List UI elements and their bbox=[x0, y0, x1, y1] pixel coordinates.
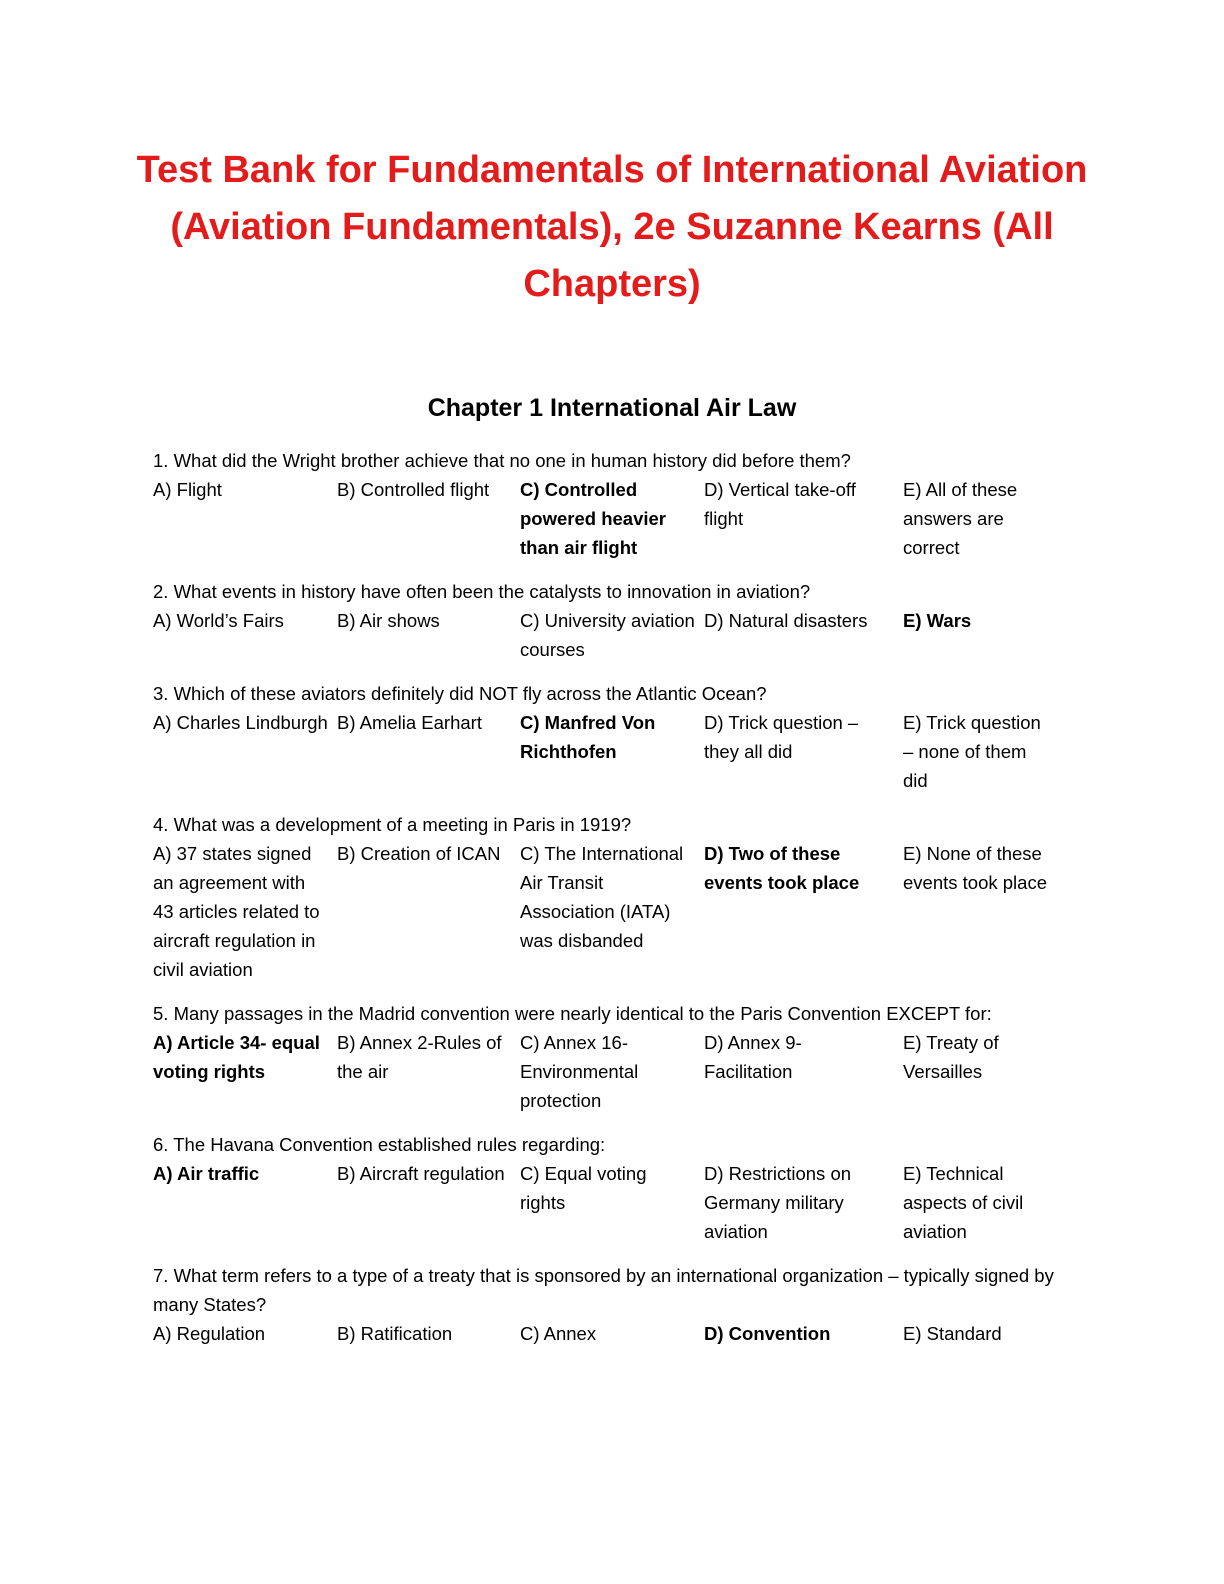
answer-option-e: E) Trick question – none of them did bbox=[903, 712, 1041, 791]
answer-row bbox=[153, 606, 1063, 664]
answer-option-c: C) Annex 16- Environmental protection bbox=[520, 1032, 639, 1111]
answer-option-c: C) Manfred Von Richthofen bbox=[520, 712, 656, 762]
answer-option-b: B) Amelia Earhart bbox=[337, 712, 482, 733]
question-4 bbox=[153, 810, 1063, 984]
answer-option-a: A) Air traffic bbox=[153, 1163, 260, 1184]
answer-option-a: A) World’s Fairs bbox=[153, 610, 284, 631]
question-5 bbox=[153, 999, 1063, 1115]
answer-option-d: D) Natural disasters bbox=[704, 610, 868, 631]
question-text: 1. What did the Wright brother achieve that no one in human history did before them? bbox=[153, 450, 851, 471]
answer-option-c: C) Controlled powered heavier than air flight bbox=[520, 479, 667, 558]
question-6 bbox=[153, 1130, 1063, 1246]
answer-option-d: D) Two of these events took place bbox=[704, 843, 860, 893]
answer-option-a: A) Regulation bbox=[153, 1323, 266, 1344]
question-text: 4. What was a development of a meeting in Paris in 1919? bbox=[153, 814, 632, 835]
answer-option-d: D) Trick question – they all did bbox=[704, 712, 859, 762]
answer-option-a: A) Charles Lindburgh bbox=[153, 712, 328, 733]
answer-option-b: B) Controlled flight bbox=[337, 479, 490, 500]
answer-option-c: C) University aviation courses bbox=[520, 610, 695, 660]
question-list bbox=[153, 446, 1063, 1363]
answer-option-e: E) Technical aspects of civil aviation bbox=[903, 1163, 1024, 1242]
answer-option-d: D) Restrictions on Germany military aviation bbox=[704, 1163, 852, 1242]
answer-option-e: E) Standard bbox=[903, 1323, 1002, 1344]
answer-option-b: B) Aircraft regulation bbox=[337, 1163, 505, 1184]
answer-option-b: B) Annex 2-Rules of the air bbox=[337, 1032, 502, 1082]
question-text: 7. What term refers to a type of a treaty that is sponsored by an international organization – typically signed by many States? bbox=[153, 1265, 1054, 1315]
question-text: 2. What events in history have often been the catalysts to innovation in aviation? bbox=[153, 581, 811, 602]
question-text: 5. Many passages in the Madrid convention were nearly identical to the Paris Convention EXCEPT for: bbox=[153, 1003, 992, 1024]
answer-option-b: B) Air shows bbox=[337, 610, 440, 631]
answer-option-c: C) Annex bbox=[520, 1323, 597, 1344]
answer-row bbox=[153, 1028, 1063, 1115]
answer-row bbox=[153, 708, 1063, 795]
chapter-heading: Chapter 1 International Air Law bbox=[427, 394, 797, 422]
question-2 bbox=[153, 577, 1063, 664]
answer-option-e: E) Wars bbox=[903, 610, 972, 631]
answer-option-d: D) Convention bbox=[704, 1323, 831, 1344]
answer-option-e: E) None of these events took place bbox=[903, 843, 1047, 893]
answer-option-c: C) The International Air Transit Association (IATA) was disbanded bbox=[520, 843, 684, 951]
document-title: Test Bank for Fundamentals of International Aviation (Aviation Fundamentals), 2e Suzanne Kearns (All Chapters) bbox=[136, 149, 1088, 305]
question-3 bbox=[153, 679, 1063, 795]
answer-option-b: B) Creation of ICAN bbox=[337, 843, 501, 864]
answer-row bbox=[153, 475, 1063, 562]
answer-option-b: B) Ratification bbox=[337, 1323, 453, 1344]
answer-option-c: C) Equal voting rights bbox=[520, 1163, 647, 1213]
answer-option-e: E) Treaty of Versailles bbox=[903, 1032, 999, 1082]
answer-option-a: A) Article 34- equal voting rights bbox=[153, 1032, 320, 1082]
question-7 bbox=[153, 1261, 1063, 1348]
answer-row bbox=[153, 1159, 1063, 1246]
question-text: 6. The Havana Convention established rules regarding: bbox=[153, 1134, 606, 1155]
answer-row bbox=[153, 839, 1063, 984]
answer-option-a: A) 37 states signed an agreement with 43 articles related to aircraft regulation in civil aviation bbox=[153, 843, 320, 980]
answer-option-d: D) Annex 9- Facilitation bbox=[704, 1032, 802, 1082]
answer-row bbox=[153, 1319, 1063, 1348]
answer-option-a: A) Flight bbox=[153, 479, 222, 500]
answer-option-e: E) All of these answers are correct bbox=[903, 479, 1018, 558]
question-1 bbox=[153, 446, 1063, 562]
answer-option-d: D) Vertical take-off flight bbox=[704, 479, 856, 529]
question-text: 3. Which of these aviators definitely did NOT fly across the Atlantic Ocean? bbox=[153, 683, 767, 704]
